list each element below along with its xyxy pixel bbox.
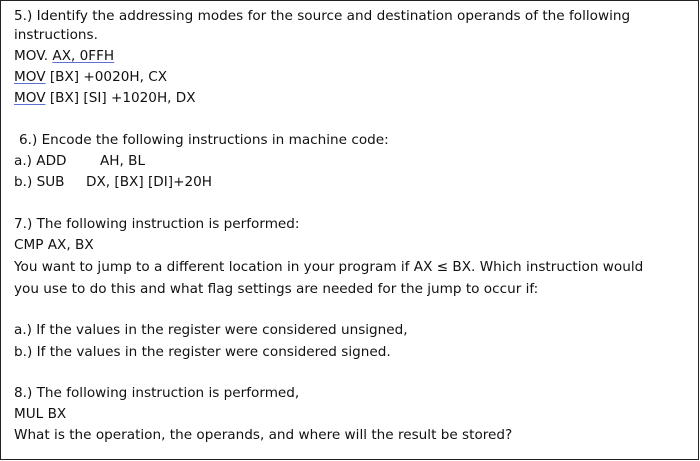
q5-instr1-op: MOV. [14,48,49,64]
q7-text-line2: you use to do this and what flag settings are needed for the jump to occur if: [14,281,539,297]
q6-item-b [14,173,212,191]
q7-text-line1: You want to jump to a different location in your program if AX ≤ BX. Which instruction would [14,259,644,275]
q5-instr3-args: [BX] [SI] +1020H, DX [49,90,196,106]
q7-instruction: CMP AX, BX [14,237,94,253]
q6-b-label: b.) SUB [14,174,65,190]
q6-b-args: DX, [BX] [DI]+20H [86,174,212,190]
q5-instruction-3 [14,89,196,107]
q5-instruction-2 [14,68,167,86]
q7-item-a: a.) If the values in the register were considered unsigned, [14,322,408,338]
q8-instruction: MUL BX [14,406,67,422]
q5-instr2-op: MOV [14,69,46,85]
q6-a-label: a.) ADD [14,153,67,169]
q6-title: 6.) Encode the following instructions in machine code: [19,132,389,148]
q7-item-b: b.) If the values in the register were considered signed. [14,344,391,360]
q5-instr3-op: MOV [14,90,46,106]
q8-title: 8.) The following instruction is performed, [14,385,300,401]
q5-instr2-args: [BX] +0020H, CX [49,69,168,85]
q6-item-a [14,152,145,170]
q7-title: 7.) The following instruction is performed: [14,216,300,232]
q8-text: What is the operation, the operands, and where will the result be stored? [14,427,513,443]
q5-instruction-1 [14,47,114,65]
q5-title-line1: 5.) Identify the addressing modes for the source and destination operands of the following [14,8,631,24]
q5-title-line2: instructions. [14,27,98,43]
q6-a-args: AH, BL [100,153,146,169]
q5-instr1-args: AX, 0FFH [52,48,115,64]
